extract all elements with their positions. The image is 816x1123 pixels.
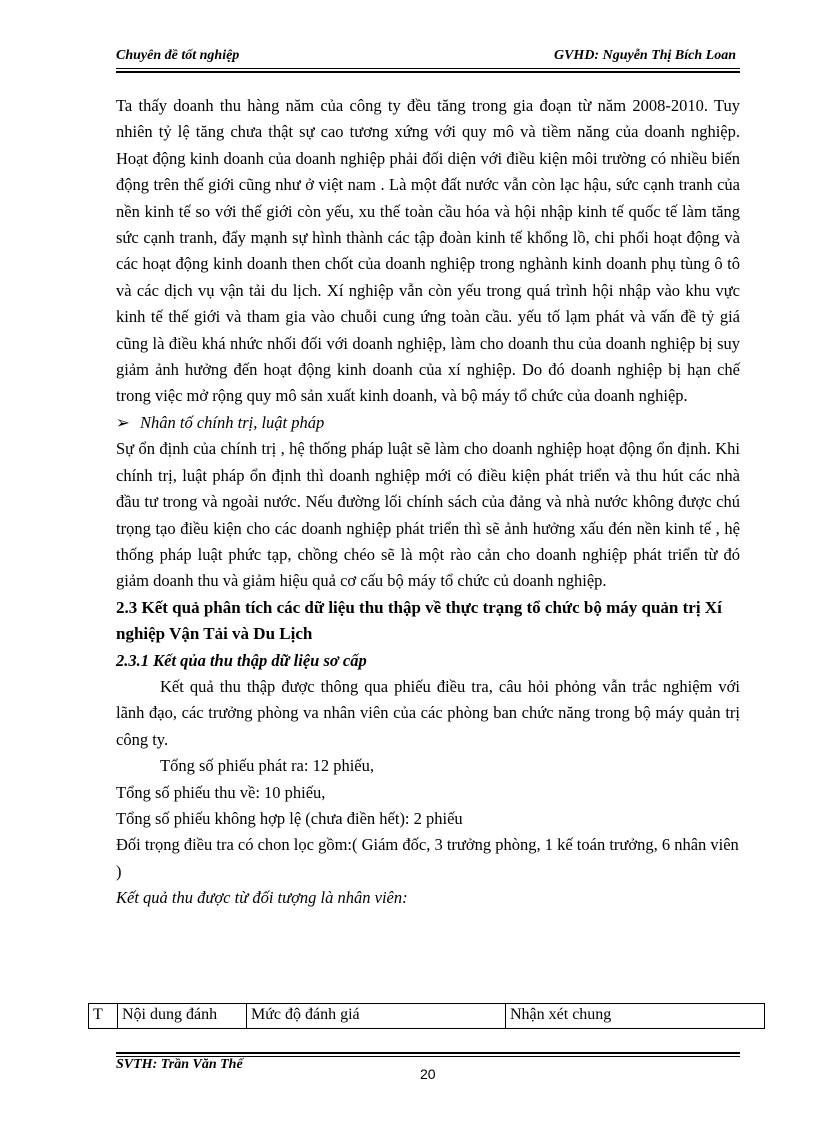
footer-author: SVTH: Trần Văn Thế bbox=[116, 1057, 243, 1072]
table-header-cell: Nội dung đánh bbox=[118, 1004, 247, 1029]
paragraph-revenue: Ta thấy doanh thu hàng năm của công ty đều tăng trong gia đoạn từ năm 2008-2010. Tuy nhiên tỷ lệ tăng chưa thật sự cao tương xứng với quy mô và tiềm năng của doanh nghiệp. Hoạt động kinh doanh của doanh nghiệp phải đối diện với điều kiện môi trường có nhiều biến động trên thế giới cũng như ở việt nam . Là một đất nước vẫn còn lạc hậu, sức cạnh tranh của nền kinh tế so với thế giới còn yếu, xu thế toàn cầu hóa và hội nhập kinh tế quốc tế làm tăng sức cạnh tranh, đẩy mạnh sự hình thành các tập đoàn kinh tế khổng lồ, chi phối hoạt động và các hoạt động kinh doanh then chốt của doanh nghiệp trong nghành kinh doanh phụ tùng ô tô và các dịch vụ vận tải du lịch. Xí nghiệp vẫn còn yếu trong quá trình hội nhập vào khu vực kinh tế thế giới và tham gia vào chuỗi cung ứng toàn cầu. yếu tố lạm phát và vấn đề tỷ giá cũng là điều khá nhức nhối đối với doanh nghiệp, làm cho doanh thu của doanh nghiệp bị suy giảm ảnh hưởng đến hoạt động kinh doanh của xí nghiệp. Do đó doanh nghiệp bị hạn chế trong việc mở rộng quy mô sản xuất kinh doanh, và bộ máy tổ chức của doanh nghiệp. bbox=[116, 96, 740, 406]
page-number: 20 bbox=[420, 1066, 436, 1082]
header-advisor: GVHD: Nguyễn Thị Bích Loan bbox=[553, 48, 736, 63]
paragraph-political: Sự ổn định của chính trị , hệ thống pháp luật sẽ làm cho doanh nghiệp hoạt động ổn định. Khi chính trị, luật pháp ổn định thì doanh nghiệp mới có điều kiện phát triển và thu hút các nhà đầu tư trong và ngoài nước. Nếu đường lối chính sách của đảng và nhà nước không được chú trọng tạo điều kiện cho các doanh nghiệp phát triển thì sẽ ảnh hưởng xấu đén nền kinh tế , hệ thống pháp luật phức tạp, chồng chéo sẽ là một rào cản cho doanh nghiệp phát triển từ đó giảm doanh thu và giảm hiệu quả cơ cấu bộ máy tổ chức củ doanh nghiệp. bbox=[116, 439, 740, 591]
paragraph-survey-method: Kết quả thu thập được thông qua phiếu điều tra, câu hỏi phỏng vẫn trắc nghiệm với lãnh đạo, các trưởng phòng va nhân viên của các phòng ban chức năng trong bộ máy quản trị công ty. bbox=[116, 676, 740, 749]
table-header-cell: Mức độ đánh giá bbox=[247, 1004, 506, 1029]
line-collected: Tổng số phiếu thu về: 10 phiếu, bbox=[116, 782, 326, 802]
bullet-political-factor bbox=[116, 410, 740, 436]
table-header-cell: T bbox=[89, 1004, 118, 1029]
footer-rule-thick bbox=[116, 1052, 740, 1054]
page-header bbox=[116, 48, 736, 68]
line-subjects: Đối trọng điều tra có chon lọc gồm:( Giám đốc, 3 trưởng phòng, 1 kế toán trưởng, 6 nhân viên ) bbox=[116, 835, 739, 881]
table-header-cell: Nhận xét chung bbox=[506, 1004, 765, 1029]
section-heading-2-3-1: 2.3.1 Kết qủa thu thập dữ liệu sơ cấp bbox=[116, 650, 367, 670]
line-issued: Tổng số phiếu phát ra: 12 phiếu, bbox=[160, 756, 375, 776]
line-invalid: Tổng số phiếu không hợp lệ (chưa điền hết): 2 phiếu bbox=[116, 808, 463, 828]
bullet-label: Nhân tố chính trị, luật pháp bbox=[140, 412, 325, 432]
table-header-row bbox=[89, 1004, 765, 1029]
survey-table bbox=[88, 1003, 765, 1029]
header-rule bbox=[116, 68, 740, 69]
header-rule-thick bbox=[116, 71, 740, 73]
page-content bbox=[116, 93, 740, 912]
section-heading-2-3: 2.3 Kết quả phân tích các dữ liệu thu thập về thực trạng tổ chức bộ máy quản trị Xí nghiệp Vận Tải và Du Lịch bbox=[116, 597, 722, 644]
line-results-caption: Kết quả thu được từ đối tượng là nhân viên: bbox=[116, 888, 408, 908]
arrow-bullet-icon: ➢ bbox=[116, 412, 130, 432]
header-title: Chuyên đề tốt nghiệp bbox=[116, 48, 240, 63]
